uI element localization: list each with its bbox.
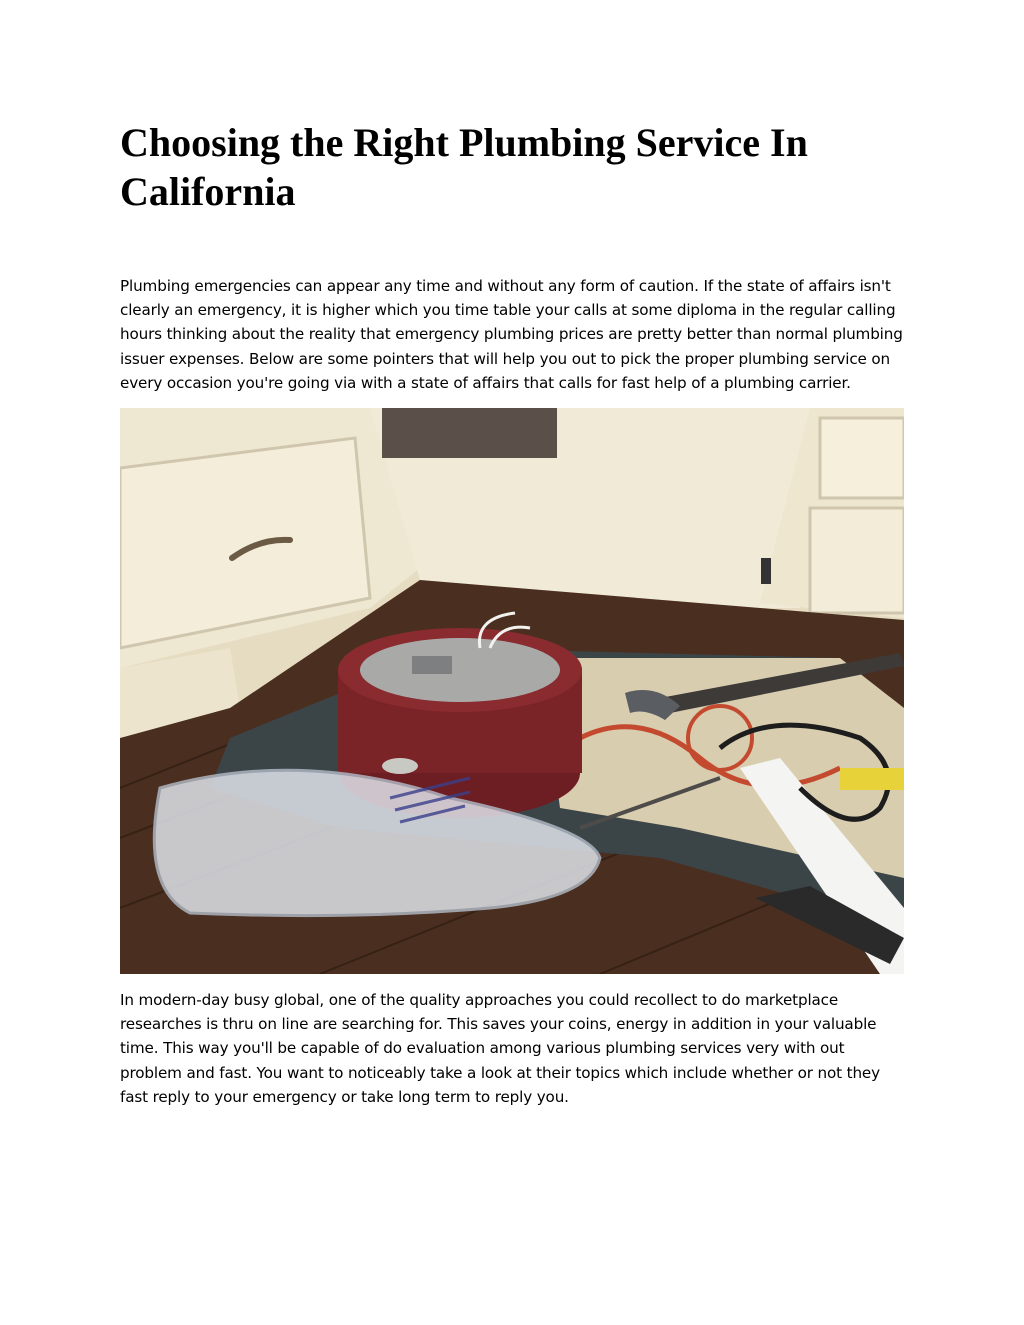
yellow-tool xyxy=(840,768,904,790)
cabinet-hinge xyxy=(761,558,771,584)
disposal-plate xyxy=(360,638,560,702)
plumbing-photo xyxy=(120,408,904,974)
body-paragraph: In modern-day busy global, one of the quality approaches you could recollect to do marketplace researches is thru on line are searching for. This saves your coins, energy in addition in your valuable time. This way you'll be capable of do evaluation among various plumbing services very with out problem and fast. You want to noticeably take a look at their topics which include whether or not they fast reply to your emergency or take long term to reply you. xyxy=(120,991,880,1106)
right-door xyxy=(810,508,904,613)
intro-paragraph: Plumbing emergencies can appear any time and without any form of caution. If the state of affairs isn't clearly an emergency, it is higher which you time table your calls at some diploma in the regular calling hours thinking about the reality that emergency plumbing prices are pretty better than normal plumbing issuer expenses. Below are some pointers that will help you out to pick the proper plumbing service on every occasion you're going via with a state of affairs that calls for fast help of a plumbing carrier. xyxy=(120,277,903,392)
page-title: Choosing the Right Plumbing Service In California xyxy=(120,120,808,214)
right-drawer xyxy=(820,418,904,498)
hanging-towel xyxy=(382,408,557,458)
